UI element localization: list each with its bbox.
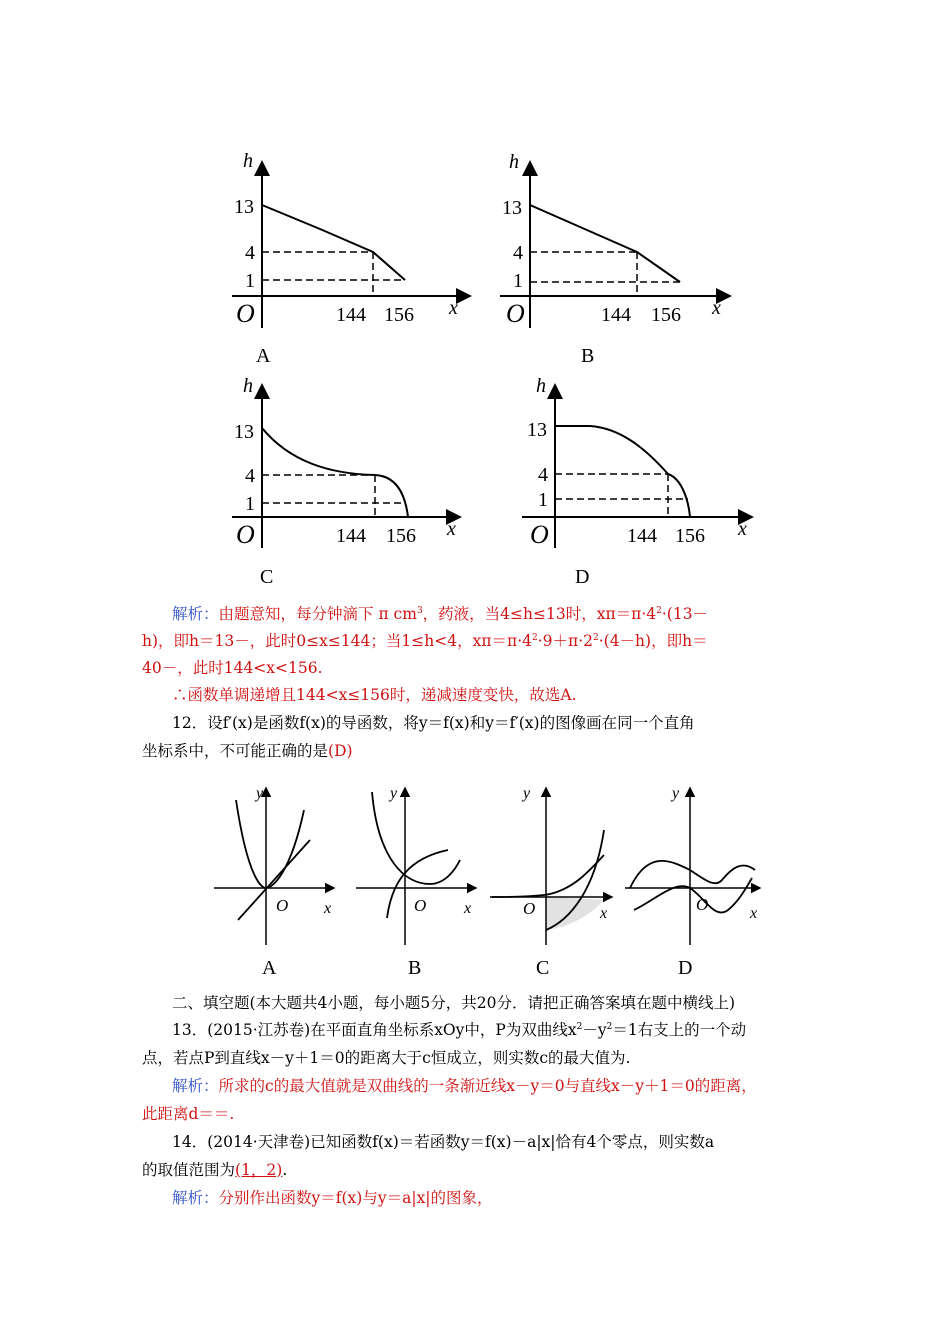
deriv-b-origin: O	[414, 896, 427, 915]
graph-d-tick-4: 4	[538, 464, 548, 486]
graph-c-tick-144: 144	[336, 525, 366, 547]
graph-c-tick-156: 156	[386, 525, 416, 547]
deriv-a-x: x	[324, 900, 332, 917]
sol13-tag: 解析：	[172, 1077, 219, 1095]
section-2-heading: 二、填空题(本大题共4小题，每小题5分，共20分．请把正确答案填在题中横线上)	[172, 994, 736, 1012]
graph-a-x-axis-label: x	[449, 297, 458, 319]
deriv-graph-b	[356, 785, 476, 979]
graph-a-tick-4: 4	[245, 242, 255, 264]
graph-a-y-axis-label: h	[243, 150, 253, 172]
graph-c-tick-4: 4	[245, 465, 255, 487]
sol11-line2: h)，即h＝13－，此时0≤x≤144；当1≤h<4，$x\pi=\pi\cdot 4^2\cdot 9+\pi\cdot 2^2\cdot(4-h)$，即h＝	[142, 632, 708, 650]
deriv-a-origin: O	[276, 896, 289, 915]
deriv-a-y: y	[256, 785, 264, 802]
deriv-b-x: x	[464, 900, 472, 917]
sol11-line4: ∴函数单调递增且144<x≤156时，递减速度变快，故选A.	[172, 686, 577, 704]
deriv-b-y: y	[390, 785, 398, 802]
sol13-line2: 此距离d＝＝.	[142, 1105, 235, 1123]
graph-b-tick-144: 144	[601, 304, 631, 326]
figure-derivative-graphs	[0, 770, 950, 985]
graph-b-x-axis-label: x	[712, 297, 721, 319]
graph-c-label: C	[260, 566, 274, 588]
deriv-c-y: y	[523, 785, 531, 802]
graph-d-y-axis-label: h	[536, 375, 546, 397]
graph-d-tick-13: 13	[527, 419, 547, 441]
q14-line2: 的取值范围为(1，2).	[142, 1161, 288, 1179]
deriv-c-origin: O	[523, 899, 536, 918]
graph-c-tick-1: 1	[245, 493, 255, 515]
q12-line1: 12．设f′(x)是函数f(x)的导函数，将y＝f(x)和y＝f′(x)的图像画在同一个直角	[172, 714, 695, 732]
sol14-tag: 解析：	[172, 1189, 219, 1207]
sol11-line1: 解析：由题意知，每分钟滴下 π $cm^3$，药液，当4≤h≤13时，$x\pi=\pi\cdot 4^2\cdot(13-$	[172, 605, 709, 623]
figure-h-x-graphs	[0, 0, 950, 600]
deriv-d-x: x	[750, 905, 758, 922]
graph-a	[232, 150, 470, 367]
graph-b-tick-1: 1	[513, 270, 523, 292]
graph-d-tick-1: 1	[538, 489, 548, 511]
graph-a-tick-144: 144	[336, 304, 366, 326]
graph-b-y-axis-label: h	[509, 151, 519, 173]
sol11-line3: 40－，此时144<x<156.	[142, 659, 323, 677]
q12-answer: (D)	[328, 742, 353, 760]
graph-a-label: A	[256, 345, 271, 367]
q14-line1: 14．(2014·天津卷)已知函数f(x)＝若函数y＝f(x)－a|x|恰有4个零点，则实数a	[172, 1133, 715, 1151]
graph-d-tick-144: 144	[627, 525, 657, 547]
q13-line2: 点，若点P到直线x－y＋1＝0的距离大于c恒成立，则实数c的最大值为.	[142, 1049, 631, 1067]
deriv-d-y: y	[672, 785, 680, 802]
sol14-line1: 解析：分别作出函数y＝f(x)与y＝a|x|的图象，	[172, 1189, 493, 1207]
graph-c	[232, 375, 460, 588]
graph-d-x-axis-label: x	[738, 518, 747, 540]
graph-a-tick-1: 1	[245, 270, 255, 292]
graph-c-tick-13: 13	[234, 421, 254, 443]
deriv-c-x: x	[600, 905, 608, 922]
graph-b-label: B	[581, 345, 595, 367]
graph-b-tick-4: 4	[513, 242, 523, 264]
graph-b	[500, 151, 730, 367]
graph-a-tick-156: 156	[384, 304, 414, 326]
q13-line1: 13．(2015·江苏卷)在平面直角坐标系xOy中，P为双曲线$x^2-y^2=1$右支上的一个动	[172, 1021, 747, 1039]
deriv-graph-d	[625, 785, 760, 979]
graph-d-label: D	[575, 566, 590, 588]
graph-d	[522, 375, 752, 588]
graph-a-tick-13: 13	[234, 196, 254, 218]
deriv-graph-a	[214, 785, 334, 979]
graph-a-origin: O	[236, 299, 255, 328]
deriv-a-label: A	[262, 957, 277, 979]
deriv-d-label: D	[678, 957, 693, 979]
deriv-c-label: C	[536, 957, 550, 979]
graph-b-tick-13: 13	[502, 197, 522, 219]
q12-line2: 坐标系中，不可能正确的是(D)	[142, 742, 353, 760]
sol13-line1: 解析：所求的c的最大值就是双曲线的一条渐近线x－y＝0与直线x－y＋1＝0的距离，	[172, 1077, 757, 1095]
deriv-d-origin: O	[696, 895, 709, 914]
sol11-tag: 解析：	[172, 605, 219, 623]
graph-c-x-axis-label: x	[447, 518, 456, 540]
deriv-b-label: B	[408, 957, 422, 979]
graph-d-tick-156: 156	[675, 525, 705, 547]
q14-answer: (1，2)	[235, 1161, 283, 1179]
graph-b-tick-156: 156	[651, 304, 681, 326]
graph-d-origin: O	[530, 520, 549, 549]
graph-b-origin: O	[506, 299, 525, 328]
graph-c-origin: O	[236, 520, 255, 549]
graph-c-y-axis-label: h	[243, 375, 253, 397]
deriv-graph-c	[490, 785, 612, 979]
